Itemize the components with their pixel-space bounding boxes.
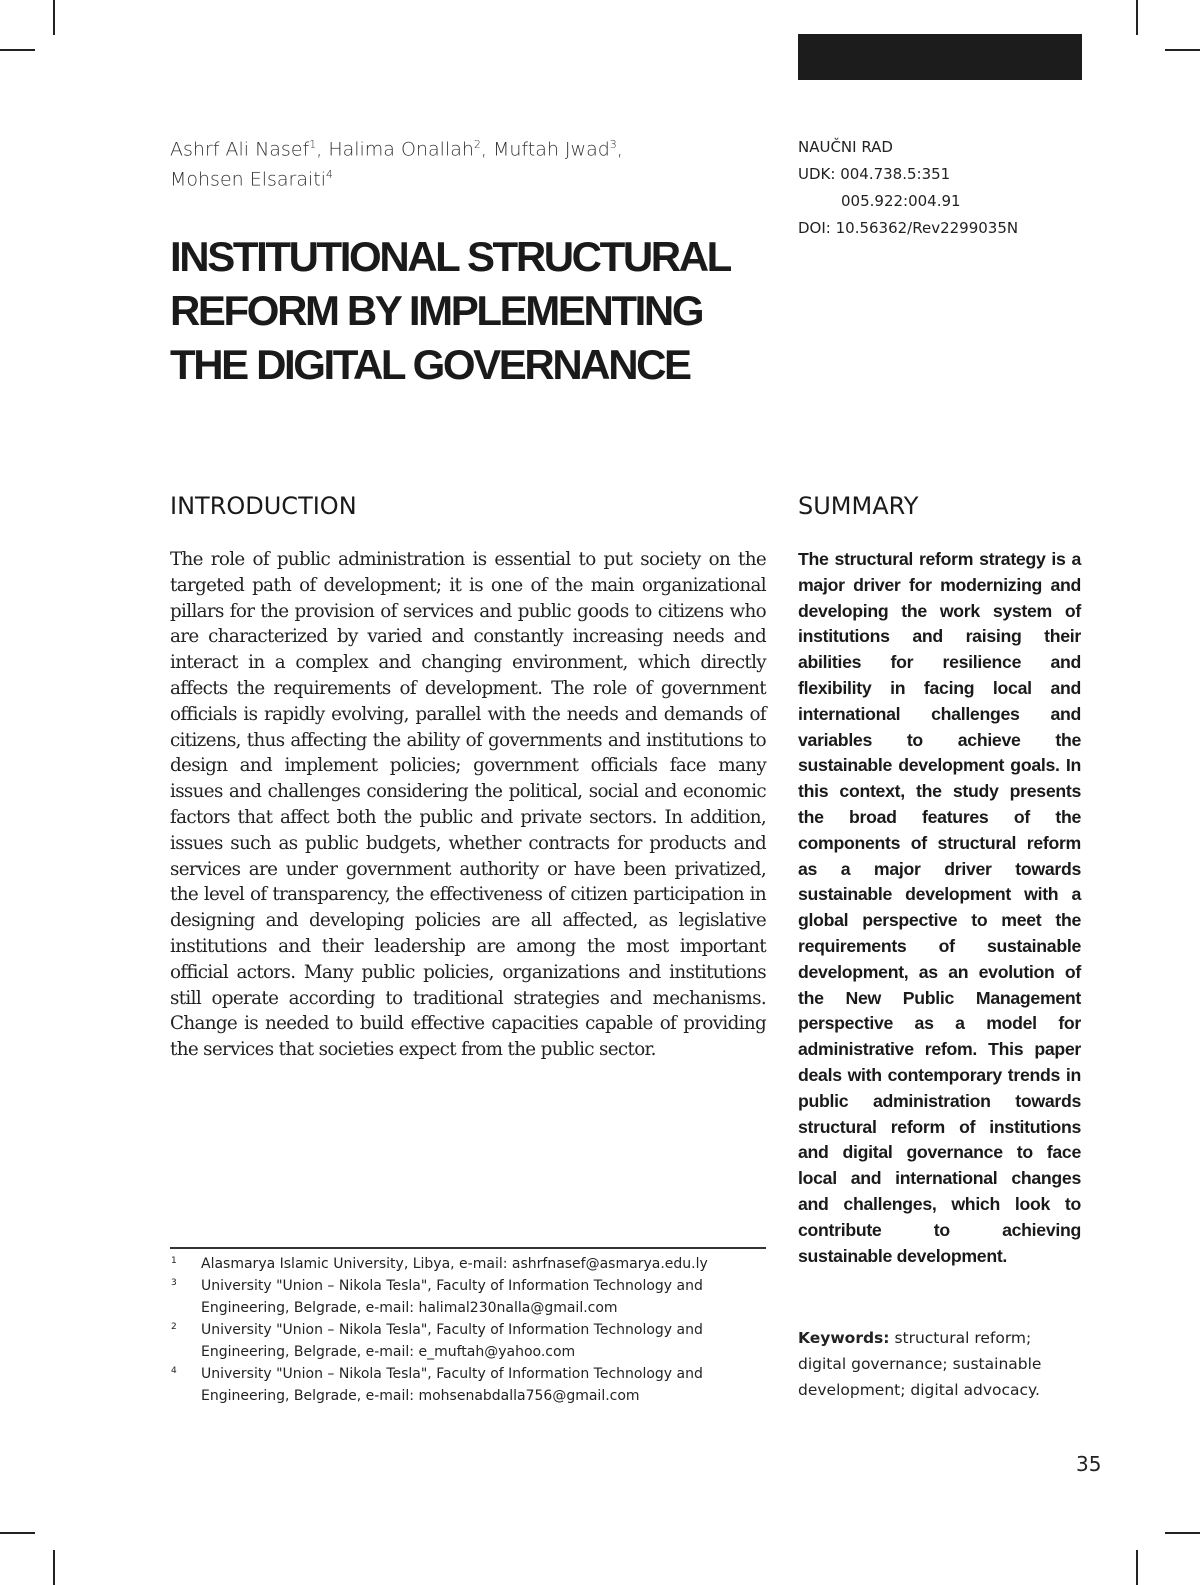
footnote-text: University "Union – Nikola Tesla", Faculty of Information Technology and Engineering, Belgrade, e-mail: e_muftah@yahoo.com <box>201 1322 703 1360</box>
author-name: Muftah Jwad <box>492 138 610 161</box>
crop-mark <box>1165 49 1200 51</box>
page-number: 35 <box>1076 1452 1102 1476</box>
crop-mark <box>0 1532 35 1534</box>
keywords <box>798 1325 1081 1403</box>
footnote-number: 2 <box>171 1322 177 1332</box>
crop-mark <box>1165 1532 1200 1534</box>
author-affiliation-mark: 3 <box>609 138 617 151</box>
summary-body: The structural reform strategy is a major driver for modernizing and developing the work system of institutions and raising their abilities for resilience and flexibility in facing local and international challenges and variables to achieve the sustainable development goals. In this context, the study presents the broad features of the components of structural reform as a major driver towards sustainable development with a global perspective to meet the requirements of sustainable development, as an evolution of the New Public Management perspective as a model for administrative refom. This paper deals with contemporary trends in public administration towards structural reform of institutions and digital governance to face local and international changes and challenges, which look to contribute to achieving sustainable development. <box>798 549 1081 1266</box>
crop-mark <box>1136 0 1138 35</box>
footnote-number: 1 <box>171 1256 177 1266</box>
crop-mark <box>0 49 35 51</box>
title-line: REFORM BY IMPLEMENTING <box>170 287 703 334</box>
udk-code: UDK: 004.738.5:351 <box>798 165 951 183</box>
footnote-text: University "Union – Nikola Tesla", Faculty of Information Technology and Engineering, Belgrade, e-mail: halimal230nalla@gmail.com <box>201 1278 703 1316</box>
introduction-heading: INTRODUCTION <box>170 492 357 520</box>
footnote-text: University "Union – Nikola Tesla", Faculty of Information Technology and Engineering, Belgrade, e-mail: mohsenabdalla756@gmail.com <box>201 1366 703 1404</box>
footnote <box>170 1319 766 1363</box>
author-name: Ashrf Ali Nasef <box>170 138 310 161</box>
title-line: INSTITUTIONAL STRUCTURAL <box>170 233 730 280</box>
author-name: Mohsen Elsaraiti <box>170 168 327 191</box>
udk-code-secondary: 005.922:004.91 <box>841 192 961 210</box>
crop-mark <box>53 1550 55 1585</box>
keywords-text: structural reform; digital governance; sustainable development; digital advocacy. <box>798 1329 1042 1399</box>
footnote <box>170 1253 766 1275</box>
author-separator: , <box>480 138 493 161</box>
title-line: THE DIGITAL GOVERNANCE <box>170 341 690 388</box>
author-name: Halima Onallah <box>328 138 474 161</box>
crop-mark <box>1136 1550 1138 1585</box>
footnote-number: 3 <box>171 1278 177 1288</box>
paper-type: NAUČNI RAD <box>798 138 893 156</box>
footnote <box>170 1275 766 1319</box>
author-separator: , <box>316 138 329 161</box>
author-affiliation-mark: 1 <box>309 138 317 151</box>
footnotes <box>170 1253 766 1407</box>
author-affiliation-mark: 4 <box>326 168 334 182</box>
doi: DOI: 10.56362/Rev2299035N <box>798 219 1019 237</box>
author-separator: , <box>616 138 623 161</box>
author-list <box>170 132 730 193</box>
footnote <box>170 1363 766 1407</box>
author-line <box>170 162 730 192</box>
footnote-divider <box>170 1247 766 1249</box>
header-black-bar <box>798 34 1082 80</box>
paper-metadata <box>798 134 1018 242</box>
paper-title <box>170 230 770 392</box>
keywords-label: Keywords: <box>798 1329 890 1347</box>
author-affiliation-mark: 2 <box>473 138 481 151</box>
footnote-number: 4 <box>171 1366 177 1376</box>
author-line <box>170 132 730 162</box>
introduction-body: The role of public administration is essential to put society on the targeted path of development; it is one of the main organizational pillars for the provision of services and public goods to citizens who are characterized by varied and constantly increasing needs and interact in a complex and changing environment, which directly affects the requirements of development. The role of government officials is rapidly evolving, parallel with the needs and demands of citizens, thus affecting the ability of governments and institutions to design and implement policies; government officials face many issues and challenges considering the political, social and economic factors that affect both the public and private sectors. In addition, issues such as public budgets, whether contracts for products and services are under government authority or have been privatized, the level of transparency, the effectiveness of citizen participation in designing and developing policies are all affected, as legislative institutions and their leadership are among the most important official actors. Many public policies, organizations and institutions still operate according to traditional strategies and mechanisms. Change is needed to build effective capacities capable of providing the services that societies expect from the public sector. <box>170 549 766 1061</box>
crop-mark <box>53 0 55 35</box>
footnote-text: Alasmarya Islamic University, Libya, e-mail: ashrfnasef@asmarya.edu.ly <box>201 1256 708 1272</box>
summary-heading: SUMMARY <box>798 492 919 520</box>
